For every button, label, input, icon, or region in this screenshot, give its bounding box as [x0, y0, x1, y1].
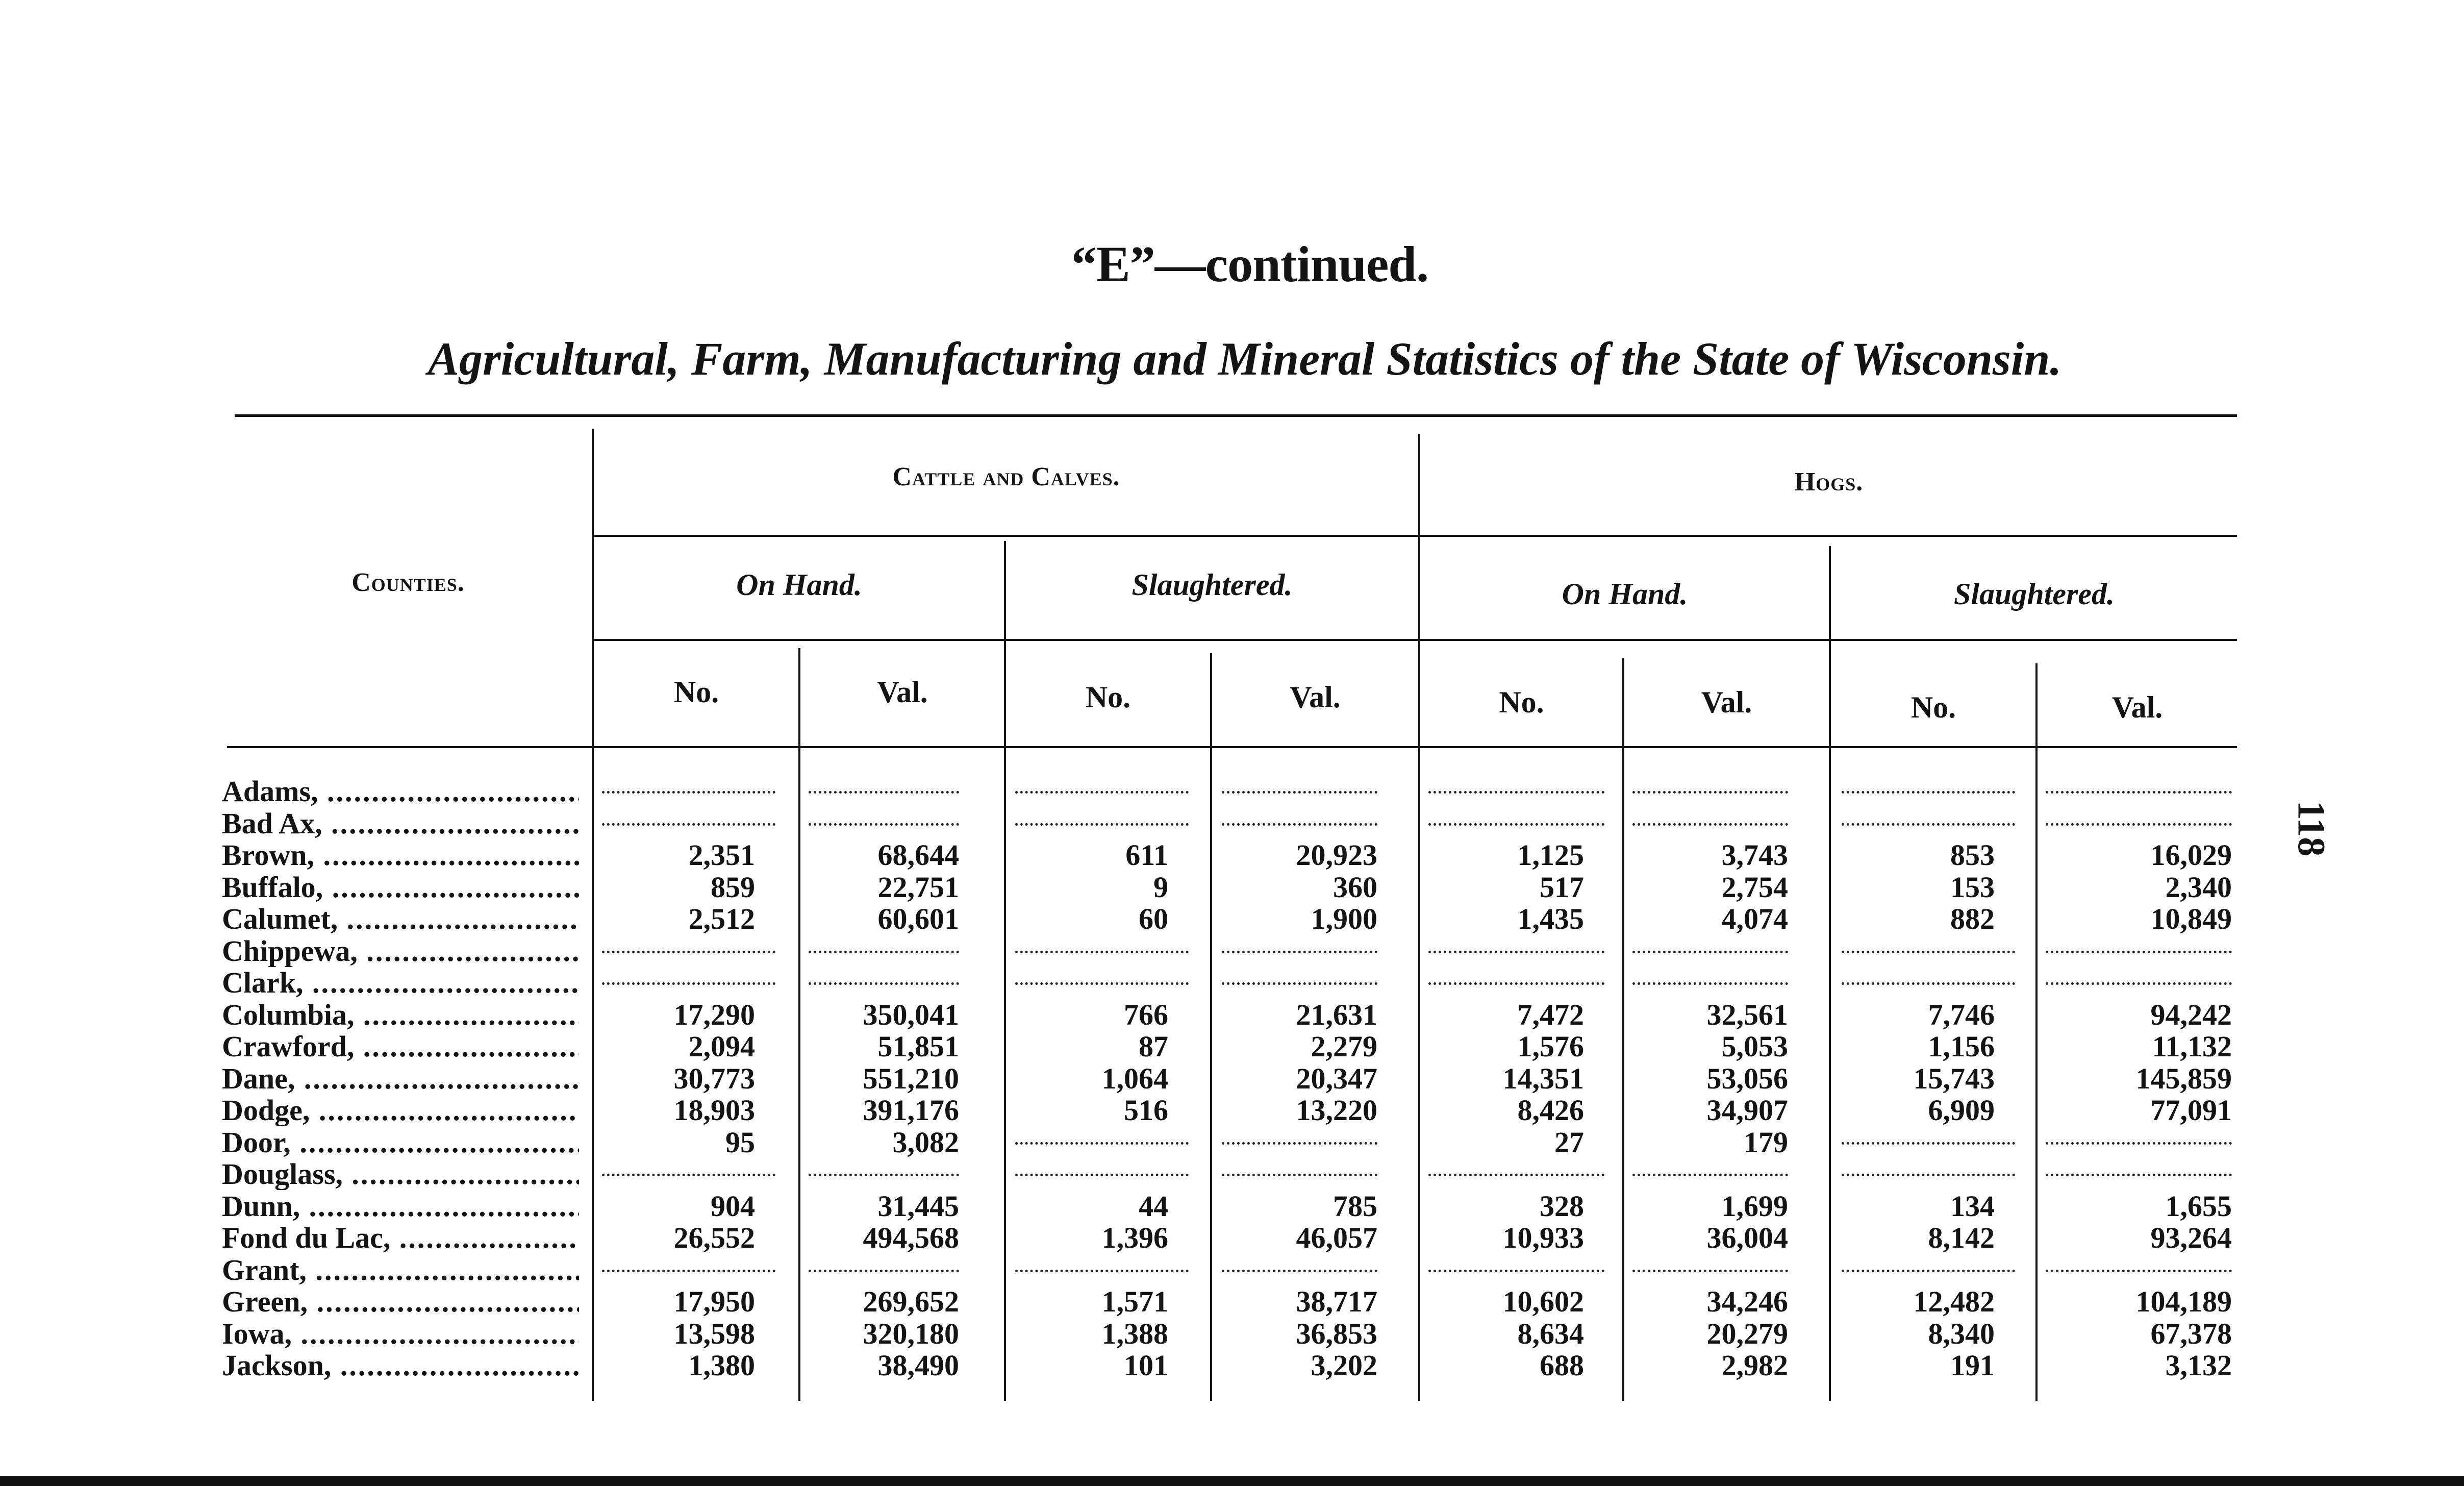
empty-cell-leader	[602, 1270, 775, 1272]
county-name: Brown, .....	[222, 839, 579, 871]
empty-cell-leader	[809, 1270, 959, 1272]
county-name: Dane, .....	[222, 1063, 579, 1095]
table-cell: 5,053	[1721, 1030, 1788, 1063]
column-header: Val.	[1701, 685, 1752, 719]
empty-cell-leader	[1632, 982, 1788, 985]
empty-cell-leader	[1015, 982, 1189, 985]
table-cell: 17,950	[673, 1285, 755, 1318]
table-cell: 38,490	[877, 1349, 959, 1382]
table-cell: 4,074	[1721, 902, 1788, 935]
cattle-on-hand-header: On Hand.	[736, 568, 862, 602]
table-cell: 87	[1139, 1030, 1168, 1063]
empty-cell-leader	[2046, 951, 2232, 953]
table-cell: 904	[711, 1189, 755, 1223]
empty-cell-leader	[809, 951, 959, 953]
table-cell: 853	[1950, 838, 1995, 872]
empty-cell-leader	[1428, 951, 1604, 953]
table-cell: 36,853	[1296, 1317, 1377, 1350]
county-name: Calumet, .....	[222, 903, 579, 935]
county-name: Columbia, .....	[222, 999, 579, 1031]
table-cell: 2,512	[688, 902, 755, 935]
table-row	[0, 1158, 2296, 1190]
empty-cell-leader	[1632, 951, 1788, 953]
table-row	[0, 872, 2296, 903]
county-name: Adams, .....	[222, 776, 579, 807]
table-cell: 12,482	[1913, 1285, 1995, 1318]
hogs-slaughtered-header: Slaughtered.	[1953, 577, 2115, 611]
empty-cell-leader	[1842, 982, 2015, 985]
empty-cell-leader	[1015, 1174, 1189, 1176]
table-cell: 10,933	[1502, 1221, 1584, 1254]
subgroup-rule	[594, 639, 2237, 641]
county-name: Fond du Lac, .....	[222, 1222, 579, 1254]
table-row	[0, 1031, 2296, 1062]
table-row	[0, 1095, 2296, 1126]
empty-cell-leader	[1222, 1142, 1377, 1145]
empty-cell-leader	[1222, 951, 1377, 953]
table-cell: 1,435	[1517, 902, 1584, 935]
county-name: Crawford, .....	[222, 1031, 579, 1062]
empty-cell-leader	[809, 1174, 959, 1176]
hogs-header: Hogs.	[1794, 467, 1864, 497]
table-row	[0, 1318, 2296, 1350]
table-cell: 95	[725, 1125, 755, 1159]
empty-cell-leader	[1842, 823, 2015, 826]
empty-cell-leader	[1842, 1142, 2015, 1145]
empty-cell-leader	[1428, 791, 1604, 794]
table-cell: 8,340	[1928, 1317, 1995, 1350]
table-cell: 46,057	[1296, 1221, 1377, 1254]
group-rule	[594, 535, 2237, 537]
table-cell: 611	[1125, 838, 1168, 872]
column-header: No.	[1085, 680, 1131, 714]
county-name: Bad Ax, .....	[222, 808, 579, 839]
table-cell: 93,264	[2150, 1221, 2232, 1254]
table-subtitle: Agricultural, Farm, Manufacturing and Mineral Statistics of the State of Wisconsin.	[428, 333, 2062, 385]
county-name: Dodge, .....	[222, 1095, 579, 1126]
empty-cell-leader	[602, 1174, 775, 1176]
table-cell: 7,746	[1928, 998, 1995, 1031]
table-cell: 3,743	[1721, 838, 1788, 872]
empty-cell-leader	[1632, 823, 1788, 826]
table-cell: 2,094	[688, 1030, 755, 1063]
empty-cell-leader	[1842, 791, 2015, 794]
table-cell: 31,445	[877, 1189, 959, 1223]
county-name: Dunn, .....	[222, 1191, 579, 1222]
table-cell: 1,380	[688, 1349, 755, 1382]
table-cell: 145,859	[2135, 1061, 2232, 1095]
table-cell: 20,347	[1296, 1061, 1377, 1095]
empty-cell-leader	[1632, 1270, 1788, 1272]
empty-cell-leader	[2046, 1142, 2232, 1145]
empty-cell-leader	[1632, 1174, 1788, 1176]
table-cell: 2,351	[688, 838, 755, 872]
empty-cell-leader	[1428, 1174, 1604, 1176]
table-row	[0, 935, 2296, 967]
table-cell: 15,743	[1913, 1061, 1995, 1095]
table-cell: 516	[1124, 1094, 1168, 1127]
county-name: Jackson, .....	[222, 1350, 579, 1381]
table-cell: 1,064	[1101, 1061, 1168, 1095]
table-cell: 1,655	[2165, 1189, 2232, 1223]
table-cell: 859	[711, 870, 755, 904]
table-cell: 18,903	[673, 1094, 755, 1127]
cattle-slaughtered-header: Slaughtered.	[1132, 568, 1293, 602]
table-cell: 1,571	[1101, 1285, 1168, 1318]
scan-edge	[0, 1476, 2464, 1486]
table-row	[0, 839, 2296, 871]
table-cell: 551,210	[863, 1061, 959, 1095]
table-cell: 3,082	[892, 1125, 959, 1159]
table-row	[0, 1254, 2296, 1286]
empty-cell-leader	[809, 791, 959, 794]
empty-cell-leader	[1015, 823, 1189, 826]
empty-cell-leader	[1842, 1174, 2015, 1176]
table-cell: 2,982	[1721, 1349, 1788, 1382]
empty-cell-leader	[1222, 1174, 1377, 1176]
empty-cell-leader	[1842, 951, 2015, 953]
table-cell: 13,220	[1296, 1094, 1377, 1127]
table-cell: 10,849	[2150, 902, 2232, 935]
table-row	[0, 808, 2296, 839]
county-name: Green, .....	[222, 1286, 579, 1318]
table-cell: 1,388	[1101, 1317, 1168, 1350]
table-cell: 8,634	[1517, 1317, 1584, 1350]
table-cell: 134	[1950, 1189, 1995, 1223]
table-cell: 34,246	[1706, 1285, 1788, 1318]
cattle-header: Cattle and Calves.	[892, 462, 1120, 491]
table-cell: 494,568	[863, 1221, 959, 1254]
empty-cell-leader	[1015, 1142, 1189, 1145]
counties-header: Counties.	[351, 568, 465, 597]
table-cell: 36,004	[1706, 1221, 1788, 1254]
table-row	[0, 1191, 2296, 1222]
table-cell: 17,290	[673, 998, 755, 1031]
table-cell: 6,909	[1928, 1094, 1995, 1127]
table-cell: 11,132	[2152, 1030, 2232, 1063]
column-header: No.	[673, 675, 719, 709]
header-bottom-rule	[227, 746, 2237, 748]
table-cell: 1,125	[1517, 838, 1584, 872]
empty-cell-leader	[1015, 791, 1189, 794]
table-cell: 8,142	[1928, 1221, 1995, 1254]
table-cell: 44	[1139, 1189, 1168, 1223]
table-cell: 766	[1124, 998, 1168, 1031]
table-row	[0, 1127, 2296, 1158]
table-top-rule	[235, 414, 2237, 417]
county-name: Chippewa, .....	[222, 935, 579, 967]
empty-cell-leader	[602, 982, 775, 985]
table-cell: 10,602	[1502, 1285, 1584, 1318]
table-cell: 688	[1540, 1349, 1584, 1382]
table-cell: 67,378	[2150, 1317, 2232, 1350]
table-cell: 785	[1333, 1189, 1377, 1223]
empty-cell-leader	[2046, 982, 2232, 985]
empty-cell-leader	[1428, 823, 1604, 826]
table-cell: 27	[1554, 1125, 1584, 1159]
empty-cell-leader	[1222, 791, 1377, 794]
table-cell: 269,652	[863, 1285, 959, 1318]
empty-cell-leader	[1222, 982, 1377, 985]
table-cell: 77,091	[2150, 1094, 2232, 1127]
table-cell: 1,699	[1721, 1189, 1788, 1223]
county-name: Douglass, .....	[222, 1158, 579, 1190]
column-header: Val.	[2111, 690, 2163, 724]
county-name: Clark, .....	[222, 967, 579, 999]
column-header: Val.	[1290, 680, 1341, 714]
table-cell: 328	[1540, 1189, 1584, 1223]
table-cell: 32,561	[1706, 998, 1788, 1031]
table-cell: 153	[1950, 870, 1995, 904]
table-cell: 1,576	[1517, 1030, 1584, 1063]
table-cell: 34,907	[1706, 1094, 1788, 1127]
table-cell: 104,189	[2135, 1285, 2232, 1318]
empty-cell-leader	[809, 982, 959, 985]
empty-cell-leader	[2046, 1174, 2232, 1176]
empty-cell-leader	[2046, 791, 2232, 794]
table-cell: 1,900	[1311, 902, 1377, 935]
table-cell: 8,426	[1517, 1094, 1584, 1127]
table-cell: 26,552	[673, 1221, 755, 1254]
column-header: No.	[1910, 690, 1956, 724]
table-cell: 60,601	[877, 902, 959, 935]
table-cell: 517	[1540, 870, 1584, 904]
table-cell: 350,041	[863, 998, 959, 1031]
table-cell: 3,132	[2165, 1349, 2232, 1382]
table-cell: 22,751	[877, 870, 959, 904]
table-cell: 2,340	[2165, 870, 2232, 904]
table-row	[0, 1350, 2296, 1381]
hogs-on-hand-header: On Hand.	[1562, 577, 1688, 611]
county-name: Grant, .....	[222, 1254, 579, 1286]
table-row	[0, 999, 2296, 1031]
table-cell: 3,202	[1311, 1349, 1377, 1382]
table-cell: 882	[1950, 902, 1995, 935]
column-header: Val.	[877, 675, 928, 709]
table-cell: 191	[1950, 1349, 1995, 1382]
table-cell: 360	[1333, 870, 1377, 904]
county-name: Door, .....	[222, 1127, 579, 1158]
county-name: Buffalo, .....	[222, 872, 579, 903]
empty-cell-leader	[1428, 1270, 1604, 1272]
table-cell: 2,279	[1311, 1030, 1377, 1063]
table-cell: 20,923	[1296, 838, 1377, 872]
table-cell: 391,176	[863, 1094, 959, 1127]
table-cell: 20,279	[1706, 1317, 1788, 1350]
table-cell: 7,472	[1517, 998, 1584, 1031]
empty-cell-leader	[1015, 951, 1189, 953]
page-title: “E”—continued.	[1071, 236, 1428, 292]
table-cell: 68,644	[877, 838, 959, 872]
table-cell: 179	[1744, 1125, 1788, 1159]
table-cell: 320,180	[863, 1317, 959, 1350]
table-row	[0, 903, 2296, 935]
table-cell: 101	[1124, 1349, 1168, 1382]
table-cell: 30,773	[673, 1061, 755, 1095]
empty-cell-leader	[809, 823, 959, 826]
table-row	[0, 967, 2296, 999]
table-cell: 2,754	[1721, 870, 1788, 904]
empty-cell-leader	[1632, 791, 1788, 794]
table-row	[0, 1222, 2296, 1254]
table-cell: 51,851	[877, 1030, 959, 1063]
table-cell: 94,242	[2150, 998, 2232, 1031]
table-cell: 53,056	[1706, 1061, 1788, 1095]
table-cell: 1,156	[1928, 1030, 1995, 1063]
table-cell: 21,631	[1296, 998, 1377, 1031]
table-row	[0, 1063, 2296, 1095]
empty-cell-leader	[602, 823, 775, 826]
column-header: No.	[1499, 685, 1544, 719]
empty-cell-leader	[2046, 1270, 2232, 1272]
empty-cell-leader	[602, 791, 775, 794]
county-name: Iowa, .....	[222, 1318, 579, 1350]
table-row	[0, 776, 2296, 807]
table-row	[0, 1286, 2296, 1318]
table-cell: 60	[1139, 902, 1168, 935]
table-cell: 13,598	[673, 1317, 755, 1350]
table-cell: 38,717	[1296, 1285, 1377, 1318]
empty-cell-leader	[602, 951, 775, 953]
table-cell: 1,396	[1101, 1221, 1168, 1254]
empty-cell-leader	[2046, 823, 2232, 826]
empty-cell-leader	[1428, 982, 1604, 985]
page-number: 118	[2290, 800, 2333, 857]
table-cell: 16,029	[2150, 838, 2232, 872]
table-cell: 9	[1153, 870, 1168, 904]
empty-cell-leader	[1842, 1270, 2015, 1272]
empty-cell-leader	[1222, 1270, 1377, 1272]
empty-cell-leader	[1222, 823, 1377, 826]
table-cell: 14,351	[1502, 1061, 1584, 1095]
empty-cell-leader	[1015, 1270, 1189, 1272]
